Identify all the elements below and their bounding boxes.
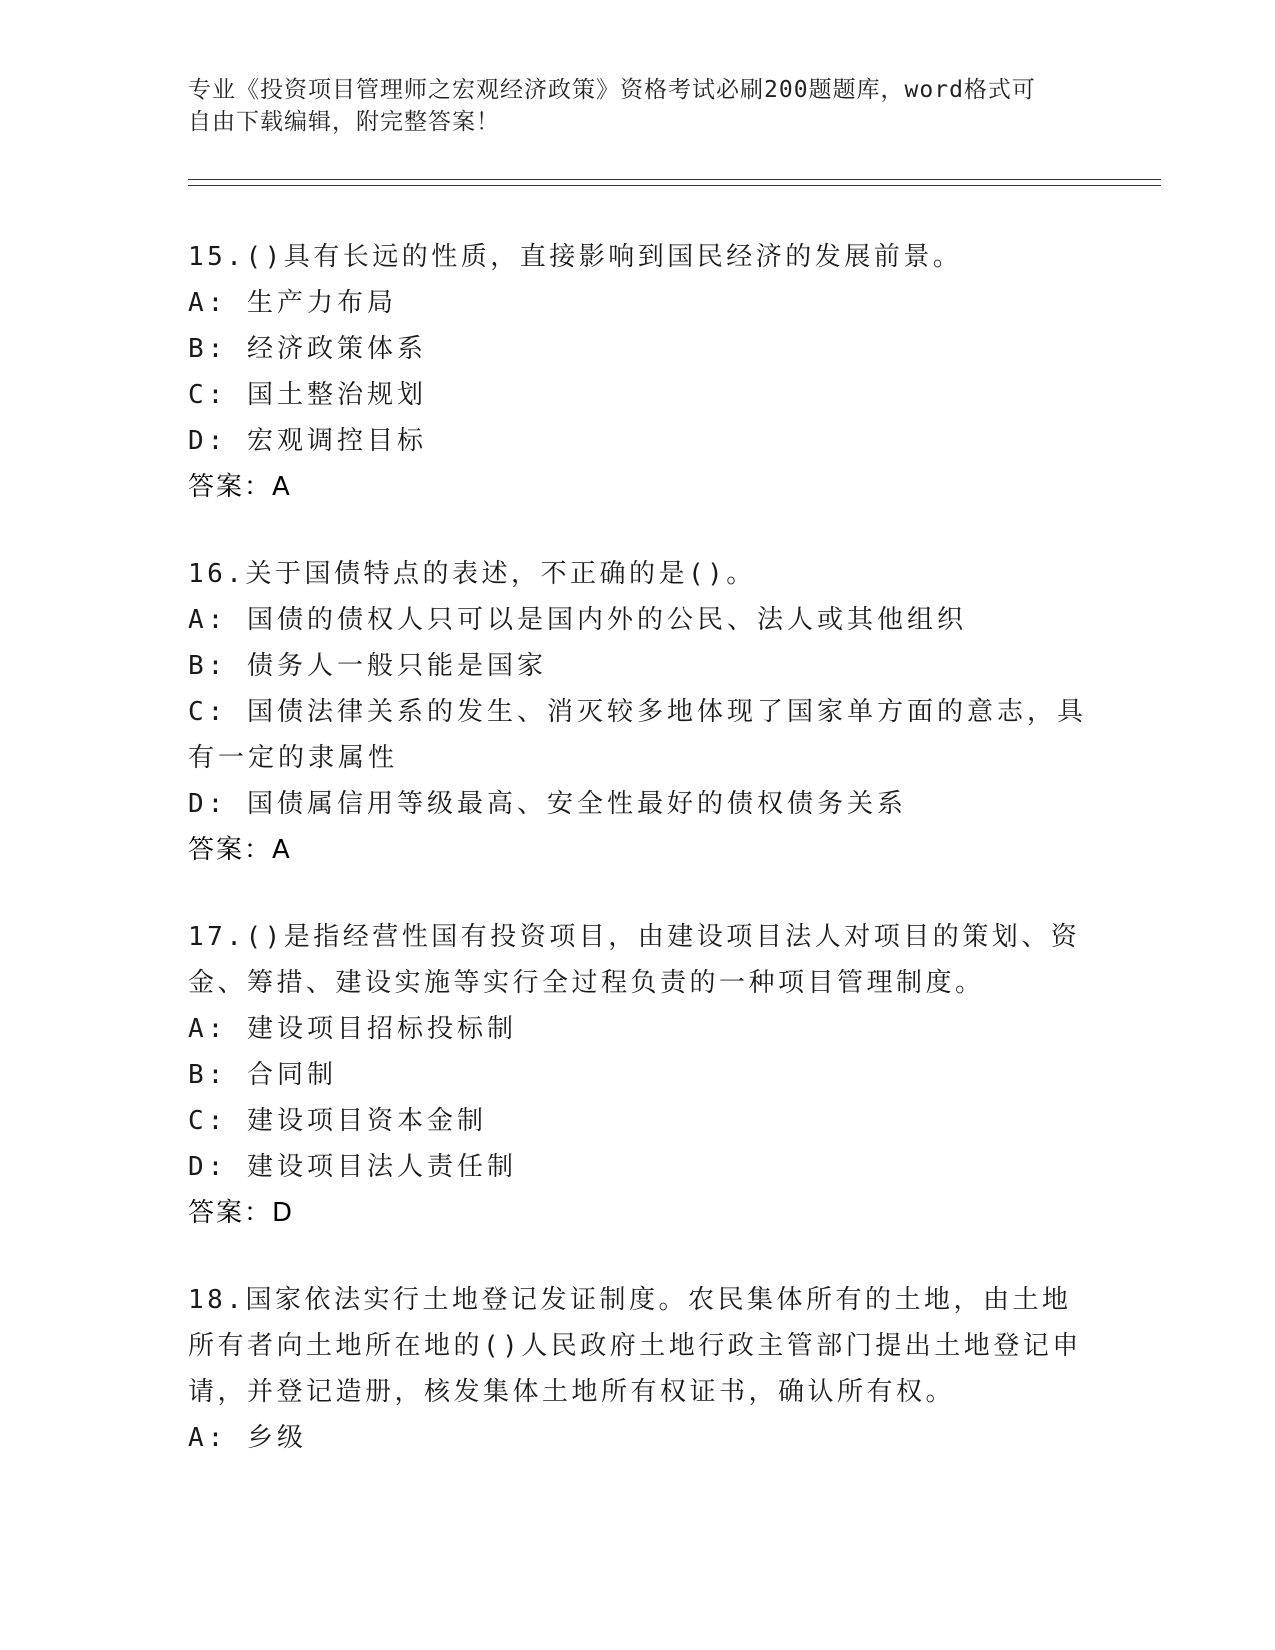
header-line-1: 专业《投资项目管理师之宏观经济政策》资格考试必刷200题题库，word格式可 [188,77,1036,103]
option-d: D: 国债属信用等级最高、安全性最好的债权债务关系 [188,789,907,819]
question-stem: 16.关于国债特点的表述，不正确的是()。 [188,559,756,589]
question-18 [188,1277,1088,1461]
question-15 [188,234,1088,510]
document-header [188,74,1068,138]
answer-label: 答案：D [188,1198,295,1228]
option-c: C: 国债法律关系的发生、消灭较多地体现了国家单方面的意志，具有一定的隶属性 [188,697,1087,773]
answer-label: 答案：A [188,472,292,502]
question-stem: 17.()是指经营性国有投资项目，由建设项目法人对项目的策划、资金、筹措、建设实施等实行全过程负责的一种项目管理制度。 [188,922,1081,998]
option-d: D: 建设项目法人责任制 [188,1152,517,1182]
option-c: C: 建设项目资本金制 [188,1106,487,1136]
header-divider [188,179,1161,186]
option-b: B: 经济政策体系 [188,334,427,364]
option-a: A: 建设项目招标投标制 [188,1014,517,1044]
option-a: A: 乡级 [188,1423,307,1453]
question-list [188,234,1088,1502]
question-stem: 18.国家依法实行土地登记发证制度。农民集体所有的土地，由土地所有者向土地所在地的()人民政府土地行政主管部门提出土地登记申请，并登记造册，核发集体土地所有权证书，确认所有权。 [188,1285,1082,1407]
question-16 [188,551,1088,873]
option-d: D: 宏观调控目标 [188,426,427,456]
question-stem: 15.()具有长远的性质，直接影响到国民经济的发展前景。 [188,242,963,272]
question-17 [188,914,1088,1236]
option-b: B: 债务人一般只能是国家 [188,651,547,681]
option-c: C: 国土整治规划 [188,380,427,410]
option-a: A: 生产力布局 [188,288,397,318]
option-a: A: 国债的债权人只可以是国内外的公民、法人或其他组织 [188,605,967,635]
option-b: B: 合同制 [188,1060,337,1090]
answer-label: 答案：A [188,835,292,865]
header-line-2: 自由下载编辑，附完整答案！ [188,109,500,135]
